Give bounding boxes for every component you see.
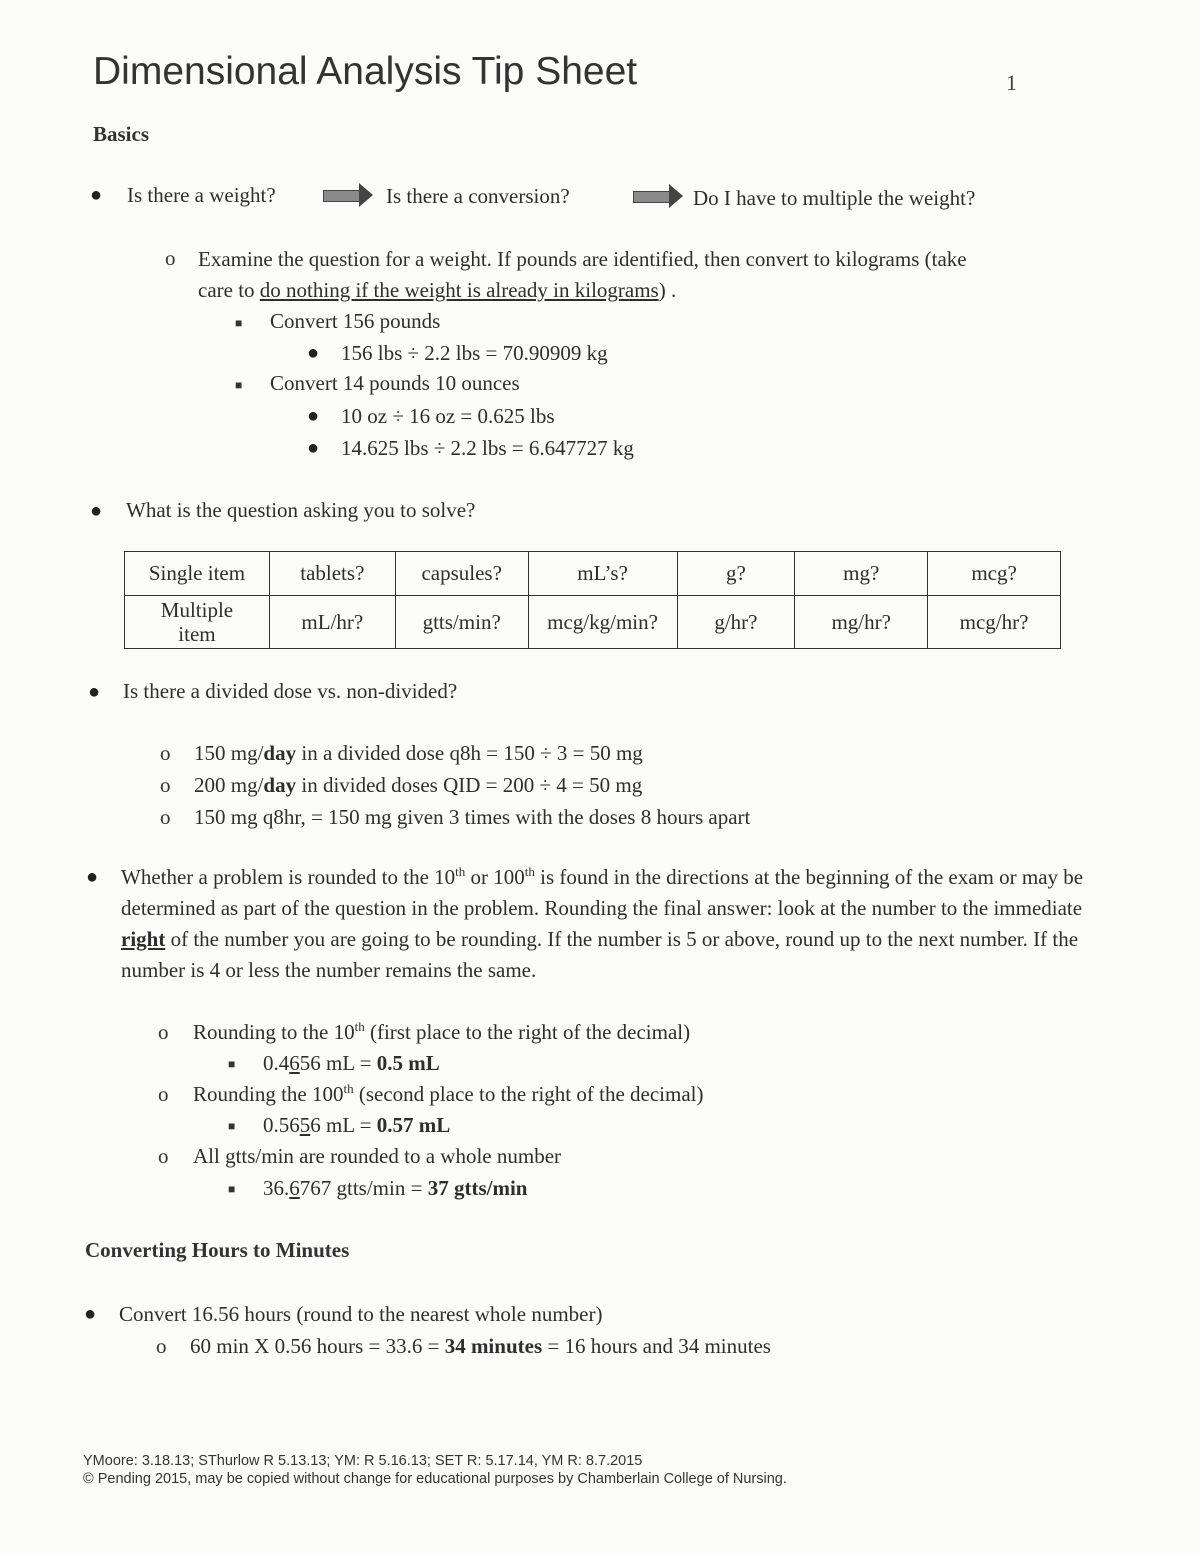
divided-example-1	[194, 741, 643, 766]
table-cell: mg?	[795, 552, 928, 596]
text-segment: 6 mL =	[310, 1113, 377, 1137]
circle-bullet: o	[160, 805, 171, 829]
text-segment: = 16 hours and 34 minutes	[542, 1334, 771, 1358]
rounding-paragraph	[121, 862, 1101, 986]
text-segment: 767 gtts/min =	[299, 1176, 428, 1200]
divided-question: Is there a divided dose vs. non-divided?	[123, 679, 458, 703]
text-segment: (first place to the right of the decimal)	[364, 1020, 691, 1044]
circle-bullet: o	[165, 246, 176, 270]
convert-hours-calc	[190, 1334, 771, 1359]
rounding-tenth	[193, 1020, 690, 1045]
table-cell: tablets?	[269, 552, 395, 596]
bullet-dot: ●	[90, 500, 103, 522]
bold-segment: 37 gtts/min	[427, 1176, 528, 1200]
square-bullet: ■	[228, 1119, 236, 1133]
bullet-dot: ●	[307, 342, 320, 364]
table-cell: Multiple item	[125, 596, 270, 649]
units-table	[124, 551, 1061, 649]
table-cell: g/hr?	[677, 596, 795, 649]
page-number: 1	[1006, 70, 1017, 95]
text-segment: is found in the directions at the beginning of the exam or may be determined as part of the question in the problem. Rounding the final answer: look at the number to the immediate	[121, 865, 1084, 920]
examine-line-1: Examine the question for a weight. If pounds are identified, then convert to kilograms (take	[198, 247, 967, 271]
rounding-gtts: All gtts/min are rounded to a whole number	[193, 1144, 562, 1168]
table-cell: Single item	[125, 552, 270, 596]
underlined-digit: 5	[299, 1113, 311, 1137]
examine-line-2	[198, 278, 676, 303]
rounding-gtts-example	[263, 1176, 527, 1201]
bold-segment: 0.57 mL	[376, 1113, 451, 1137]
footer-revisions: YMoore: 3.18.13; SThurlow R 5.13.13; YM: R 5.16.13; SET R: 5.17.14, YM R: 8.7.2015	[83, 1453, 643, 1469]
conversion-question: Is there a conversion?	[386, 184, 570, 208]
table-cell: capsules?	[395, 552, 528, 596]
page-title: Dimensional Analysis Tip Sheet	[93, 50, 638, 93]
superscript: th	[354, 1019, 365, 1034]
convert-14-10: Convert 14 pounds 10 ounces	[270, 371, 520, 395]
right-emphasis: right	[121, 927, 166, 951]
table-cell: mcg/hr?	[928, 596, 1061, 649]
text-segment: 150 mg/	[194, 741, 264, 765]
bold-segment: 0.5 mL	[376, 1051, 440, 1075]
circle-bullet: o	[158, 1144, 169, 1168]
bold-segment: 34 minutes	[444, 1334, 543, 1358]
text-segment: Rounding to the 10	[193, 1020, 355, 1044]
bullet-dot: ●	[86, 866, 99, 888]
bold-segment: day	[263, 741, 297, 765]
examine-line-2-post: ) .	[658, 278, 677, 302]
circle-bullet: o	[156, 1334, 167, 1358]
table-cell: mL/hr?	[269, 596, 395, 649]
square-bullet: ■	[228, 1057, 236, 1071]
hours-heading: Converting Hours to Minutes	[85, 1238, 350, 1262]
text-segment: 0.4	[263, 1051, 290, 1075]
examine-line-2-pre: care to	[198, 278, 260, 302]
bullet-dot: ●	[90, 184, 103, 206]
rounding-tenth-example	[263, 1051, 440, 1076]
text-segment: in a divided dose q8h = 150 ÷ 3 = 50 mg	[296, 741, 643, 765]
table-cell: mcg/kg/min?	[528, 596, 677, 649]
square-bullet: ■	[235, 378, 243, 392]
divided-example-2	[194, 773, 642, 798]
square-bullet: ■	[235, 316, 243, 330]
footer-copyright: © Pending 2015, may be copied without change for educational purposes by Chamberlain College of Nursing.	[83, 1471, 787, 1487]
text-segment: 36.	[263, 1176, 290, 1200]
table-cell: mg/hr?	[795, 596, 928, 649]
rounding-hundredth	[193, 1082, 704, 1107]
circle-bullet: o	[160, 741, 171, 765]
table-row	[125, 552, 1061, 596]
superscript: th	[455, 864, 466, 879]
underlined-digit: 6	[289, 1051, 300, 1075]
weight-question: Is there a weight?	[127, 183, 276, 207]
text-segment: in divided doses QID = 200 ÷ 4 = 50 mg	[296, 773, 643, 797]
text-segment: 200 mg/	[194, 773, 264, 797]
convert-hours: Convert 16.56 hours (round to the nearest whole number)	[119, 1302, 603, 1326]
circle-bullet: o	[160, 773, 171, 797]
divided-example-3: 150 mg q8hr, = 150 mg given 3 times with the doses 8 hours apart	[194, 805, 751, 829]
convert-156-calc: 156 lbs ÷ 2.2 lbs = 70.90909 kg	[341, 341, 608, 365]
table-cell: gtts/min?	[395, 596, 528, 649]
bullet-dot: ●	[84, 1303, 97, 1325]
table-cell: mcg?	[928, 552, 1061, 596]
superscript: th	[524, 864, 535, 879]
underlined-digit: 6	[289, 1176, 300, 1200]
text-segment: 60 min X 0.56 hours = 33.6 =	[190, 1334, 445, 1358]
solve-question: What is the question asking you to solve?	[126, 498, 476, 522]
table-row	[125, 596, 1061, 649]
convert-156: Convert 156 pounds	[270, 309, 441, 333]
table-cell: mL’s?	[528, 552, 677, 596]
text-segment: or 100	[465, 865, 525, 889]
bullet-dot: ●	[307, 437, 320, 459]
convert-lbs-calc: 14.625 lbs ÷ 2.2 lbs = 6.647727 kg	[341, 436, 634, 460]
circle-bullet: o	[158, 1082, 169, 1106]
basics-heading: Basics	[93, 122, 150, 146]
table-cell: g?	[677, 552, 795, 596]
rounding-hundredth-example	[263, 1113, 450, 1138]
superscript: th	[343, 1081, 354, 1096]
text-segment: Rounding the 100	[193, 1082, 344, 1106]
bullet-dot: ●	[307, 405, 320, 427]
circle-bullet: o	[158, 1020, 169, 1044]
examine-underlined: do nothing if the weight is already in kilograms	[259, 278, 659, 302]
bullet-dot: ●	[88, 681, 101, 703]
convert-oz-calc: 10 oz ÷ 16 oz = 0.625 lbs	[341, 404, 555, 428]
text-segment: of the number you are going to be rounding. If the number is 5 or above, round up to the next number. If the number is 4 or less the number remains the same.	[121, 927, 1079, 982]
multiply-question: Do I have to multiple the weight?	[693, 186, 976, 210]
text-segment: (second place to the right of the decimal)	[353, 1082, 704, 1106]
bold-segment: day	[263, 773, 297, 797]
square-bullet: ■	[228, 1182, 236, 1196]
text-segment: Whether a problem is rounded to the 10	[121, 865, 456, 889]
text-segment: 56 mL =	[299, 1051, 377, 1075]
text-segment: 0.56	[263, 1113, 300, 1137]
